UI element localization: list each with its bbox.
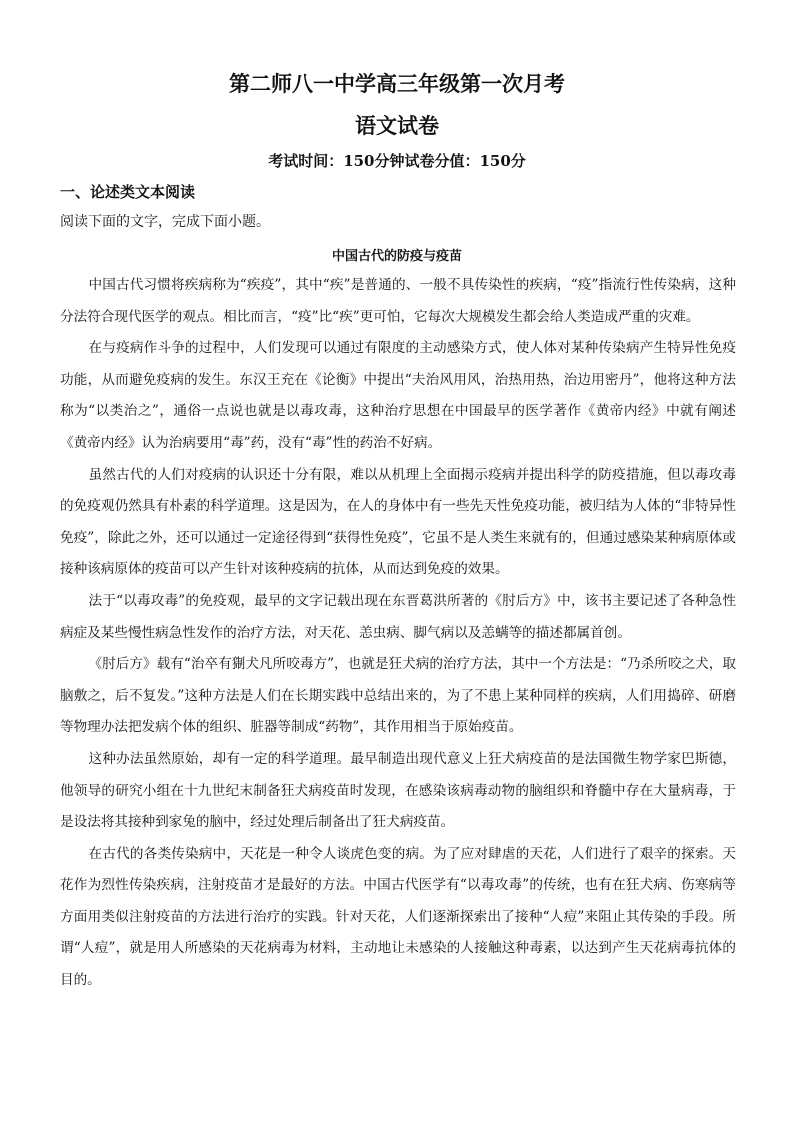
article-body xyxy=(60,270,736,997)
article-paragraph: 这种办法虽然原始，却有一定的科学道理。最早制造出现代意义上狂犬病疫苗的是法国微生物学家巴斯德，他领导的研究小组在十九世纪末制备狂犬病疫苗时发现，在感染该病毒动物的脑组织和脊髓中存在大量病毒，于是设法将其接种到家兔的脑中，经过处理后制备出了狂犬病疫苗。 xyxy=(60,750,736,831)
article-title: 中国古代的防疫与疫苗 xyxy=(331,249,462,264)
article-paragraph: 在与疫病作斗争的过程中，人们发现可以通过有限度的主动感染方式，使人体对某种传染病产生特异性免疫功能，从而避免疫病的发生。东汉王充在《论衡》中提出“夫治风用风，治热用热，治边用密丹”，他将这种方法称为“以类治之”，通俗一点说也就是以毒攻毒，这种治疗思想在中国最早的医学著作《黄帝内经》中就有阐述《黄帝内经》认为治病要用“毒”药，没有“毒”性的药治不好病。 xyxy=(60,340,736,451)
section-title: 一、论述类文本阅读 xyxy=(60,183,196,201)
article-paragraph: 在古代的各类传染病中，天花是一种令人谈虎色变的病。为了应对肆虐的天花，人们进行了艰辛的探索。天花作为烈性传染疾病，注射疫苗才是最好的方法。中国古代医学有“以毒攻毒”的传统，也有在狂犬病、伤寒病等方面用类似注射疫苗的方法进行治疗的实践。针对天花，人们逐渐探索出了接种“人痘”来阻止其传染的手段。所谓“人痘”，就是用人所感染的天花病毒为材料，主动地让未感染的人接触这种毒素，以达到产生天花病毒抗体的目的。 xyxy=(60,845,736,989)
article-paragraph: 《肘后方》载有“治卒有猘犬凡所咬毒方”，也就是狂犬病的治疗方法，其中一个方法是：“乃杀所咬之犬，取脑敷之，后不复发。”这种方法是人们在长期实践中总结出来的，为了不患上某种同样的疾病，人们用捣碎、研磨等物理办法把发病个体的组织、脏器等制成“药物”，其作用相当于原始疫苗。 xyxy=(60,656,736,736)
article-paragraph: 中国古代习惯将疾病称为“疾疫”，其中“疾”是普通的、一般不具传染性的疾病，“疫”指流行性传染病，这种分法符合现代医学的观点。相比而言，“疫”比“疾”更可怕，它每次大规模发生都会给人类造成严重的灾难。 xyxy=(60,277,736,325)
section-instruction: 阅读下面的文字，完成下面小题。 xyxy=(60,214,270,230)
article-paragraph: 虽然古代的人们对疫病的认识还十分有限，难以从机理上全面揭示疫病并提出科学的防疫措施，但以毒攻毒的免疫观仍然具有朴素的科学道理。这是因为，在人的身体中有一些先天性免疫功能，被归结为人体的“非特异性免疫”，除此之外，还可以通过一定途径得到“获得性免疫”，它虽不是人类生来就有的，但通过感染某种病原体或接种该病原体的疫苗可以产生针对该种疫病的抗体，从而达到免疫的效果。 xyxy=(60,466,736,578)
exam-info: 考试时间：150分钟试卷分值：150分 xyxy=(268,152,526,170)
exam-title: 第二师八一中学高三年级第一次月考 xyxy=(229,71,565,96)
article-paragraph: 法于“以毒攻毒”的免疫观，最早的文字记载出现在东晋葛洪所著的《肘后方》中，该书主要记述了各种急性病症及某些慢性病急性发作的治疗方法，对天花、恙虫病、脚气病以及恙螨等的描述都属首创。 xyxy=(60,592,736,641)
exam-subject: 语文试卷 xyxy=(355,113,439,138)
